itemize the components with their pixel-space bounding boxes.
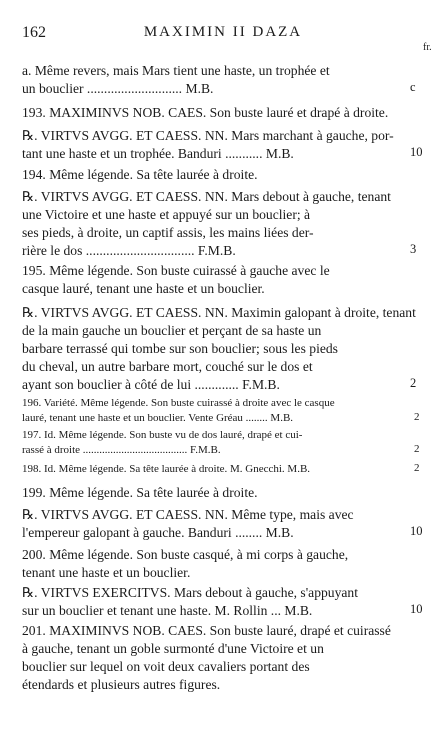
entry-e4 [22,188,417,260]
entry-line: bouclier sur lequel on voit deux cavaliers portant des [22,659,310,674]
price-e13: 10 [410,602,423,616]
entry-e13 [22,584,417,620]
entry-line: 201. MAXIMINVS NOB. CAES. Son buste lauré, drapé et cuirassé [22,623,391,638]
column-label: fr. [423,42,432,53]
entry-line: ℞. VIRTVS AVGG. ET CAESS. NN. Mars debout à gauche, tenant [22,189,391,204]
entry-line: 197. Id. Même légende. Son buste vu de dos lauré, drapé et cui- [22,429,303,441]
price-e0: c [410,80,416,94]
entry-line: rassé à droite ...................................... F.M.B. [22,444,221,456]
entry-line: lauré, tenant une haste et un bouclier. Vente Gréau ........ M.B. [22,412,294,424]
price-e8: 2 [414,443,420,455]
entry-line: ayant son bouclier à côté de lui ............. F.M.B. [22,377,280,392]
entry-e10 [22,484,417,502]
entry-line: à gauche, tenant un goble surmonté d'une Victoire et un [22,641,324,656]
price-e7: 2 [414,411,420,423]
page-number: 162 [22,24,46,41]
entry-line: 199. Même légende. Sa tête laurée à droite. [22,485,258,500]
entry-e12 [22,546,417,582]
price-e4: 3 [410,242,417,256]
entry-line: un bouclier ............................ M.B. [22,81,214,96]
price-e11: 10 [410,524,423,538]
entry-line: du cheval, un autre barbare mort, couché sur le dos et [22,359,313,374]
entry-line: barbare terrassé qui tombe sur son bouclier; sous les pieds [22,341,338,356]
price-e6: 2 [410,376,417,390]
entry-line: tant une haste et un trophée. Banduri ........... M.B. [22,146,294,161]
entry-line: 195. Même légende. Son buste cuirassé à gauche avec le [22,263,330,278]
entry-line: sur un bouclier et tenant une haste. M. Rollin ... M.B. [22,603,313,618]
entry-line: l'empereur galopant à gauche. Banduri ........ M.B. [22,525,294,540]
entry-e2 [22,127,417,163]
entry-e11 [22,506,417,542]
entry-e0 [22,62,417,98]
entry-e7 [22,396,417,426]
entry-line: étendards et plusieurs autres figures. [22,677,221,692]
entry-line: ℞. VIRTVS EXERCITVS. Mars debout à gauche, s'appuyant [22,585,358,600]
entry-line: une Victoire et une haste et appuyé sur un bouclier; à [22,207,311,222]
entry-e8 [22,428,417,458]
entry-line: ℞. VIRTVS AVGG. ET CAESS. NN. Mars marchant à gauche, por- [22,128,394,143]
entry-line: 198. Id. Même légende. Sa tête laurée à droite. M. Gnecchi. M.B. [22,463,311,475]
entry-line: 194. Même légende. Sa tête laurée à droite. [22,167,258,182]
entry-line: a. Même revers, mais Mars tient une haste, un trophée et [22,63,330,78]
entry-e5 [22,262,417,298]
entry-line: 193. MAXIMINVS NOB. CAES. Son buste lauré et drapé à droite. [22,105,389,120]
entry-line: ℞. VIRTVS AVGG. ET CAESS. NN. Même type, mais avec [22,507,354,522]
price-e9: 2 [414,462,420,474]
running-title: MAXIMIN II DAZA [143,24,303,40]
entry-line: ses pieds, à droite, un captif assis, les mains liées der- [22,225,314,240]
entry-e6 [22,304,417,394]
entry-e3 [22,166,417,184]
entry-line: 200. Même légende. Son buste casqué, à mi corps à gauche, [22,547,349,562]
entry-line: casque lauré, tenant une haste et un bouclier. [22,281,265,296]
entry-line: ℞. VIRTVS AVGG. ET CAESS. NN. Maximin galopant à droite, tenant [22,305,416,320]
price-e2: 10 [410,145,423,159]
entry-line: rière le dos ................................ F.M.B. [22,243,236,258]
entry-e14 [22,622,417,694]
entry-e1 [22,104,417,122]
entry-line: de la main gauche un bouclier et perçant de sa haste un [22,323,322,338]
entry-e9 [22,462,417,477]
entry-line: tenant une haste et un bouclier. [22,565,191,580]
entry-line: 196. Variété. Même légende. Son buste cuirassé à droite avec le casque [22,397,335,409]
